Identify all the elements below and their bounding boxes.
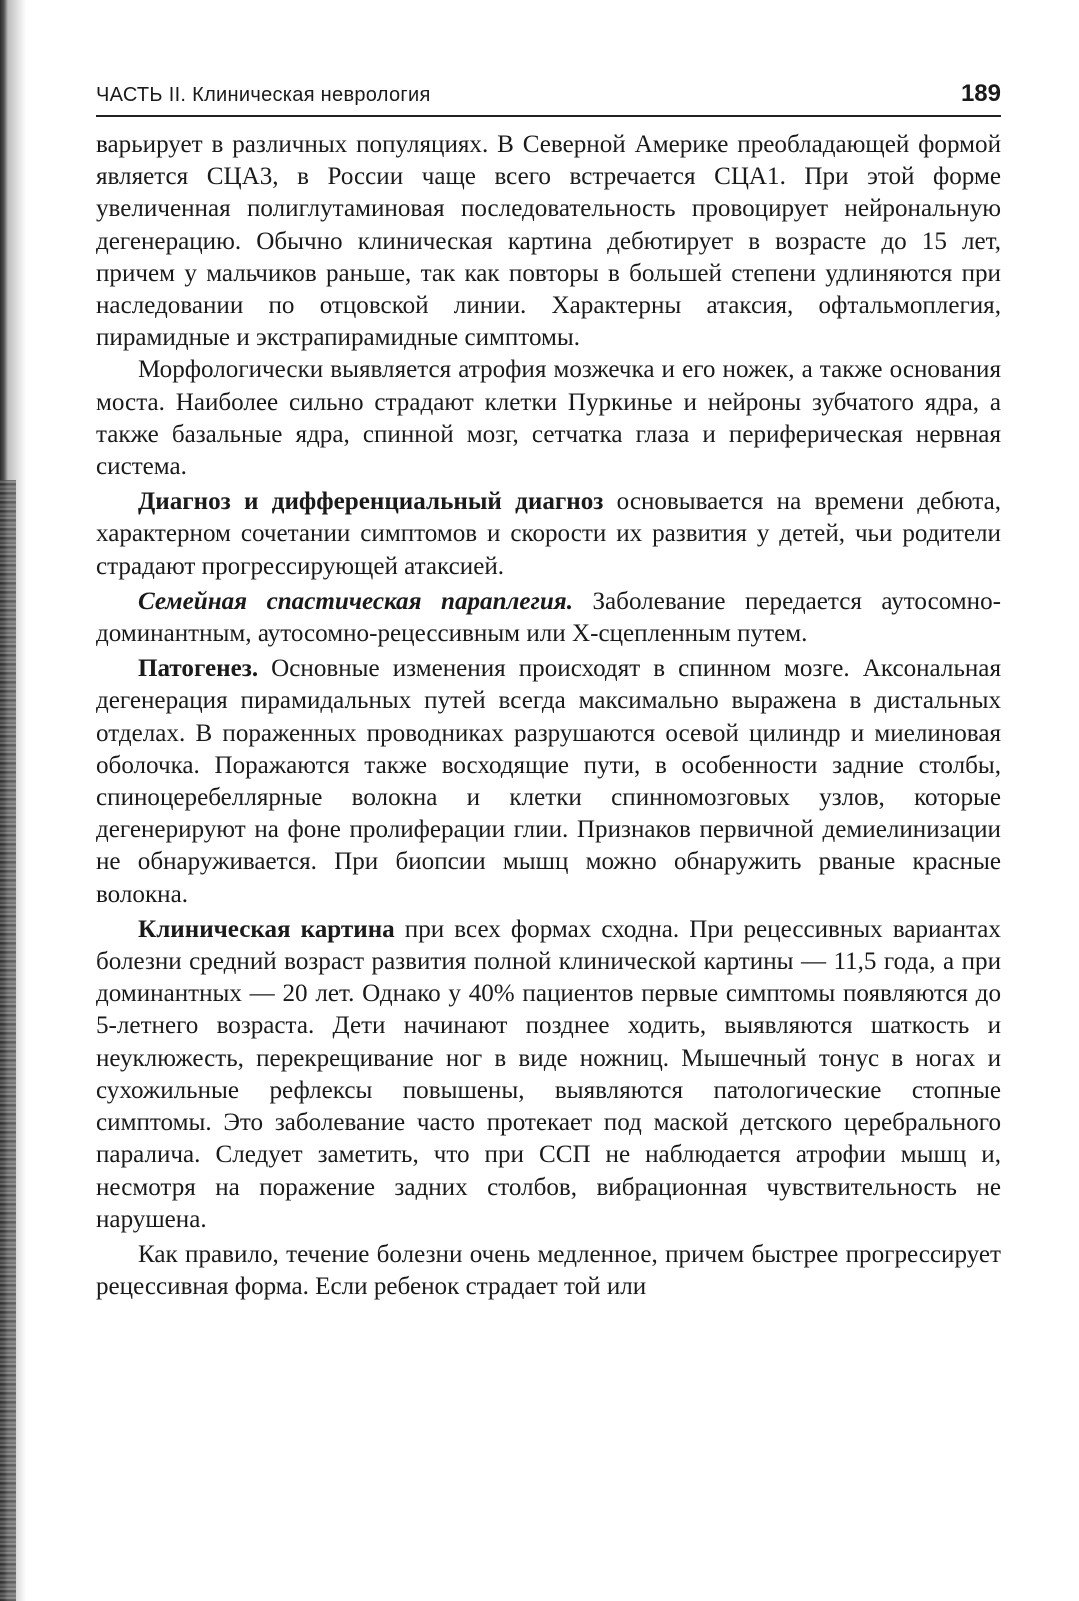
paragraph-diagnosis — [96, 486, 1001, 583]
paragraph-text: Морфологически выявляется атрофия мозжечка и его ножек, а также основания моста. Наиболее сильно страдают клетки Пуркинье и нейроны зубчатого ядра, а также базальные ядра, спинной мозг, сетчатка глаза и периферическая нервная система. — [96, 356, 1001, 481]
paragraph-continuation — [96, 129, 1001, 354]
paragraph-text: основывается на времени дебюта, характерном сочетании симптомов и скорости их развития у детей, чьи родители страдают прогрессирующей атаксией. — [96, 488, 1001, 580]
paragraph-lead: Патогенез. — [138, 655, 259, 683]
paragraph-text: Как правило, течение болезни очень медленное, причем быстрее прогрессирует рецессивная форма. Если ребенок страдает той или — [96, 1240, 1001, 1301]
running-header — [96, 80, 1001, 117]
paragraph-text: Заболевание передается аутосомно-доминантным, аутосомно-рецессивным или Х-сцепленным путем. — [96, 587, 1001, 648]
paragraph-text: варьирует в различных популяциях. В Северной Америке преобладающей формой является СЦА3, в России чаще всего встречается СЦА1. При этой форме увеличенная полиглутаминовая последовательность провоцирует нейрональную дегенерацию. Обычно клиническая картина дебютирует в возрасте до 15 лет, причем у мальчиков раньше, так как повторы в большей степени удлиняются при наследовании по отцовской линии. Характерны атаксия, офтальмоплегия, пирамидные и экстрапирамидные симптомы. — [96, 131, 1001, 352]
body-text — [96, 129, 1001, 1303]
book-page — [96, 80, 1001, 1303]
book-spine-edge — [0, 480, 16, 1601]
paragraph-text: при всех формах сходна. При рецессивных вариантах болезни средний возраст развития полной клинической картины — 11,5 года, а при доминантных — 20 лет. Однако у 40% пациентов первые симптомы появляются до 5-летнего возраста. Дети начинают позднее ходить, выявляются шаткость и неуклюжесть, перекрещивание ног в виде ножниц. Мышечный тонус в ногах и сухожильные рефлексы повышены, выявляются патологические стопные симптомы. Это заболевание часто протекает под маской детского церебрального паралича. Следует заметить, что при ССП не наблюдается атрофии мышц и, несмотря на поражение задних столбов, вибрационная чувствительность не нарушена. — [96, 915, 1001, 1233]
paragraph-lead: Семейная спастическая параплегия. — [138, 587, 573, 615]
paragraph-clinical-picture — [96, 914, 1001, 1236]
running-title: ЧАСТЬ II. Клиническая неврология — [96, 84, 431, 106]
paragraph-spastic-paraplegia — [96, 586, 1001, 650]
page-number: 189 — [960, 80, 1001, 107]
paragraph-pathogenesis — [96, 653, 1001, 911]
paragraph-text: Основные изменения происходят в спинном мозге. Аксональная дегенерация пирамидальных путей всегда максимально выражена в дистальных отделах. В пораженных проводниках разрушаются осевой цилиндр и миелиновая оболочка. Поражаются также восходящие пути, в особенности задние столбы, спиноцеребеллярные волокна и клетки спинномозговых узлов, которые дегенерируют на фоне пролиферации глии. Признаков первичной демиелинизации не обнаруживается. При биопсии мышц можно обнаружить рваные красные волокна. — [96, 655, 1001, 908]
paragraph-morphology — [96, 354, 1001, 483]
paragraph-lead: Диагноз и дифференциальный диагноз — [138, 488, 604, 516]
paragraph-lead: Клиническая картина — [138, 915, 395, 943]
paragraph-course — [96, 1239, 1001, 1303]
